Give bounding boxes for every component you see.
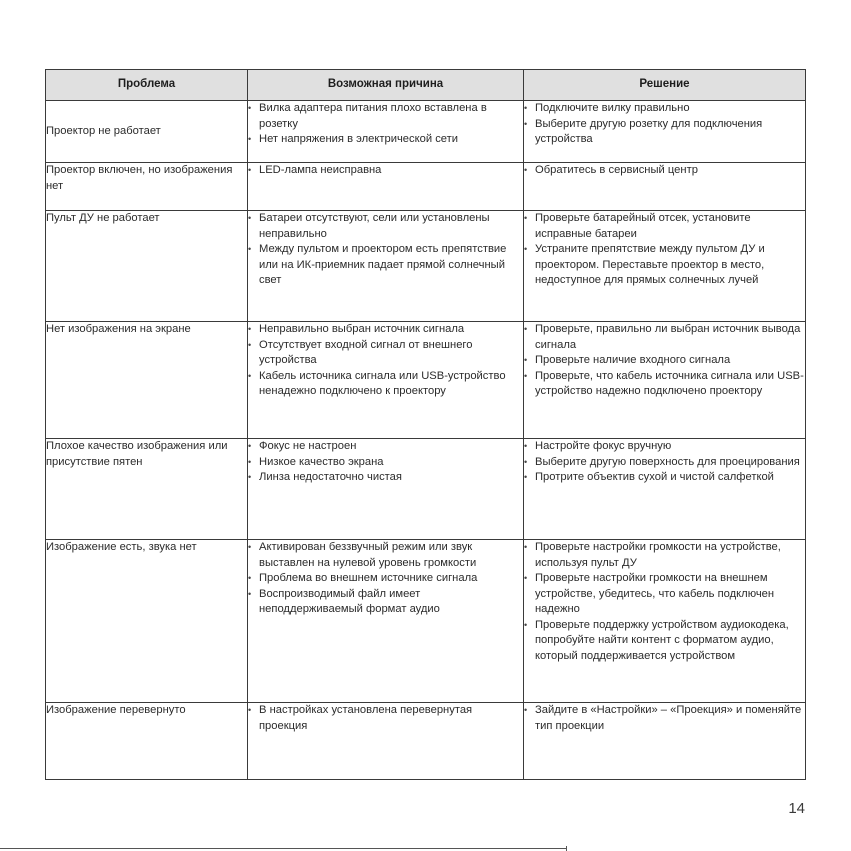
cause-list: [248, 211, 523, 289]
solution-item: • Устраните препятствие между пультом ДУ и проектором. Переставьте проектор в место, недоступное для прямых солнечных лучей: [524, 242, 805, 289]
page-number: 14: [788, 800, 805, 817]
cause-list: [248, 703, 523, 734]
problem-cell: [46, 101, 248, 163]
solution-list: [524, 322, 805, 400]
solution-cell: [524, 163, 806, 211]
solution-list: [524, 163, 805, 179]
solution-item: • Выберите другую розетку для подключения устройства: [524, 117, 805, 148]
problem-text: Проектор включен, но изображения нет: [46, 164, 233, 192]
header-solution: Решение: [524, 70, 806, 101]
table-body: [46, 101, 806, 780]
solution-item: • Выберите другую поверхность для проецирования: [524, 455, 805, 471]
cause-item: • Вилка адаптера питания плохо вставлена в розетку: [248, 101, 523, 132]
solution-item: • Проверьте, что кабель источника сигнала или USB-устройство надежно подключено проектору: [524, 369, 805, 400]
cause-cell: [248, 703, 524, 780]
cause-item: • Низкое качество экрана: [248, 455, 523, 471]
solution-item: • Настройте фокус вручную: [524, 439, 805, 455]
cause-item: • Кабель источника сигнала или USB-устройство ненадежно подключено к проектору: [248, 369, 523, 400]
cause-list: [248, 101, 523, 148]
cause-item: • Батареи отсутствуют, сели или установлены неправильно: [248, 211, 523, 242]
footer-rule-tick: [566, 846, 567, 851]
cause-cell: [248, 439, 524, 540]
solution-item: • Проверьте настройки громкости на устройстве, используя пульт ДУ: [524, 540, 805, 571]
cause-list: [248, 439, 523, 486]
table-row: [46, 101, 806, 163]
problem-cell: [46, 540, 248, 703]
solution-cell: [524, 439, 806, 540]
cause-item: • Воспроизводимый файл имеет неподдерживаемый формат аудио: [248, 587, 523, 618]
solution-list: [524, 540, 805, 664]
cause-cell: [248, 322, 524, 439]
troubleshooting-table: [45, 69, 806, 780]
cause-item: • Активирован беззвучный режим или звук выставлен на нулевой уровень громкости: [248, 540, 523, 571]
footer-rule: [0, 848, 566, 849]
problem-text: Нет изображения на экране: [46, 323, 191, 335]
problem-text: Пульт ДУ не работает: [46, 212, 160, 224]
cause-item: • В настройках установлена перевернутая проекция: [248, 703, 523, 734]
problem-cell: [46, 211, 248, 322]
solution-item: • Подключите вилку правильно: [524, 101, 805, 117]
table-row: [46, 540, 806, 703]
cause-cell: [248, 540, 524, 703]
solution-item: • Обратитесь в сервисный центр: [524, 163, 805, 179]
header-row: [46, 70, 806, 101]
solution-item: • Проверьте батарейный отсек, установите исправные батареи: [524, 211, 805, 242]
cause-item: • Неправильно выбран источник сигнала: [248, 322, 523, 338]
cause-list: [248, 163, 523, 179]
solution-item: • Проверьте, правильно ли выбран источник вывода сигнала: [524, 322, 805, 353]
problem-cell: [46, 439, 248, 540]
cause-item: • Отсутствует входной сигнал от внешнего устройства: [248, 338, 523, 369]
solution-list: [524, 211, 805, 289]
problem-cell: [46, 322, 248, 439]
header-cause: Возможная причина: [248, 70, 524, 101]
cause-cell: [248, 211, 524, 322]
cause-list: [248, 540, 523, 618]
table-row: [46, 322, 806, 439]
table-row: [46, 163, 806, 211]
solution-cell: [524, 703, 806, 780]
cause-item: • LED-лампа неисправна: [248, 163, 523, 179]
solution-list: [524, 101, 805, 148]
solution-cell: [524, 101, 806, 163]
cause-item: • Нет напряжения в электрической сети: [248, 132, 523, 148]
solution-list: [524, 439, 805, 486]
problem-text: Изображение перевернуто: [46, 704, 186, 716]
table-row: [46, 703, 806, 780]
problem-cell: [46, 163, 248, 211]
problem-text: Проектор не работает: [46, 124, 161, 137]
solution-item: • Протрите объектив сухой и чистой салфеткой: [524, 470, 805, 486]
problem-text: Плохое качество изображения или присутствие пятен: [46, 440, 228, 468]
solution-cell: [524, 211, 806, 322]
solution-item: • Проверьте наличие входного сигнала: [524, 353, 805, 369]
cause-cell: [248, 101, 524, 163]
solution-item: • Проверьте поддержку устройством аудиокодека, попробуйте найти контент с форматом аудио, который поддерживается устройством: [524, 618, 805, 665]
cause-item: • Фокус не настроен: [248, 439, 523, 455]
solution-item: • Зайдите в «Настройки» – «Проекция» и поменяйте тип проекции: [524, 703, 805, 734]
cause-list: [248, 322, 523, 400]
cause-item: • Между пультом и проектором есть препятствие или на ИК-приемник падает прямой солнечный свет: [248, 242, 523, 289]
problem-cell: [46, 703, 248, 780]
table-row: [46, 439, 806, 540]
solution-list: [524, 703, 805, 734]
solution-cell: [524, 540, 806, 703]
cause-cell: [248, 163, 524, 211]
cause-item: • Линза недостаточно чистая: [248, 470, 523, 486]
table-row: [46, 211, 806, 322]
solution-cell: [524, 322, 806, 439]
solution-item: • Проверьте настройки громкости на внешнем устройстве, убедитесь, что кабель подключен надежно: [524, 571, 805, 618]
header-problem: Проблема: [46, 70, 248, 101]
table-header: [46, 70, 806, 101]
cause-item: • Проблема во внешнем источнике сигнала: [248, 571, 523, 587]
problem-text: Изображение есть, звука нет: [46, 541, 197, 553]
